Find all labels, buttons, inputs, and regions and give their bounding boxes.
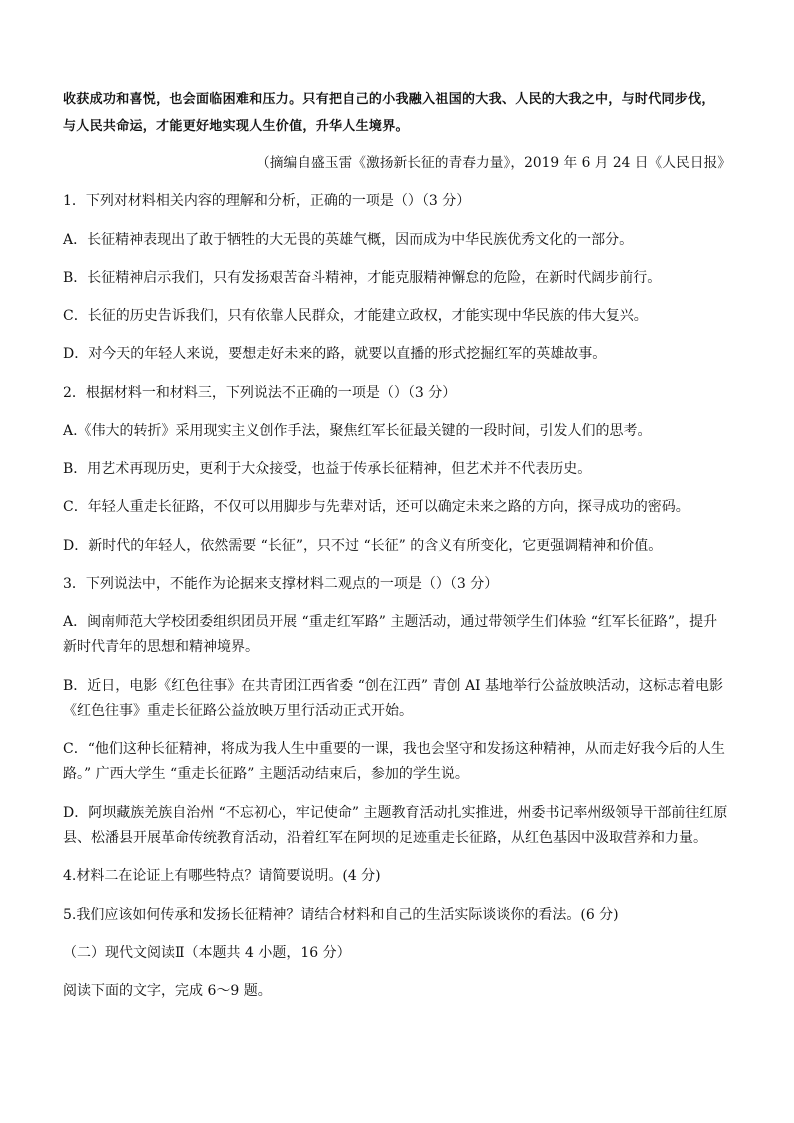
question-3-option-b-line-1: B．近日，电影《红色往事》在共青团江西省委 “创在江西” 青创 AI 基地举行公益放映活动，这标志着电影 — [63, 678, 724, 694]
question-3-option-c-line-2: 路。” 广西大学生 “重走长征路” 主题活动结束后，参加的学生说。 — [63, 766, 469, 782]
question-3-stem: 3．下列说法中，不能作为论据来支撑材料二观点的一项是（）（3 分） — [63, 576, 499, 592]
question-3-option-c-line-1: C．“他们这种长征精神，将成为我人生中重要的一课，我也会坚守和发扬这种精神，从而走好我今后的人生 — [63, 741, 725, 757]
question-4: 4.材料二在论证上有哪些特点？请简要说明。(4 分) — [63, 868, 381, 884]
question-3-option-d-line-1: D．阿坝藏族羌族自治州 “不忘初心，牢记使命” 主题教育活动扎实推进，州委书记率州级领导干部前往红原 — [63, 805, 728, 821]
question-1-option-d: D．对今天的年轻人来说，要想走好未来的路，就要以直播的形式挖掘红军的英雄故事。 — [63, 346, 607, 362]
question-3-option-a-line-2: 新时代青年的思想和精神境界。 — [63, 639, 259, 655]
question-3-option-b-line-2: 《红色往事》重走长征路公益放映万里行活动正式开始。 — [63, 703, 413, 719]
intro-line-2: 与人民共命运，才能更好地实现人生价值，升华人生境界。 — [63, 119, 409, 134]
section-2-title: （二）现代文阅读Ⅱ（本题共 4 小题，16 分） — [63, 945, 351, 961]
question-1-option-c: C．长征的历史告诉我们，只有依靠人民群众，才能建立政权，才能实现中华民族的伟大复兴。 — [63, 308, 648, 324]
question-2-option-c: C．年轻人重走长征路，不仅可以用脚步与先辈对话，还可以确定未来之路的方向，探寻成功的密码。 — [63, 499, 690, 515]
question-5: 5.我们应该如何传承和发扬长征精神？请结合材料和自己的生活实际谈谈你的看法。(6 分) — [63, 907, 619, 923]
question-1-option-a: A．长征精神表现出了敢于牺牲的大无畏的英雄气概，因而成为中华民族优秀文化的一部分。 — [63, 232, 634, 248]
question-3-option-d-line-2: 县、松潘县开展革命传统教育活动，沿着红军在阿坝的足迹重走长征路，从红色基因中汲取营养和力量。 — [63, 830, 707, 846]
question-2-option-b: B．用艺术再现历史，更利于大众接受，也益于传承长征精神，但艺术并不代表历史。 — [63, 461, 592, 477]
question-2-option-d: D．新时代的年轻人，依然需要 “长征”，只不过 “长征” 的含义有所变化，它更强调精神和价值。 — [63, 538, 663, 554]
source-citation: （摘编自盛玉雷《激扬新长征的青春力量》，2019 年 6 月 24 日《人民日报》 — [256, 155, 731, 171]
question-1-stem: 1．下列对材料相关内容的理解和分析，正确的一项是（）（3 分） — [63, 193, 471, 209]
intro-line-1: 收获成功和喜悦，也会面临困难和压力。只有把自己的小我融入祖国的大我、人民的大我之中，与时代同步伐， — [63, 92, 715, 107]
question-2-option-a: A.《伟大的转折》采用现实主义创作手法，聚焦红军长征最关键的一段时间，引发人们的思考。 — [63, 423, 652, 439]
question-1-option-b: B．长征精神启示我们，只有发扬艰苦奋斗精神，才能克服精神懈怠的危险，在新时代阔步前行。 — [63, 270, 662, 286]
section-2-instruction: 阅读下面的文字，完成 6～9 题。 — [63, 983, 272, 999]
question-3-option-a-line-1: A．闽南师范大学校团委组织团员开展 “重走红军路” 主题活动，通过带领学生们体验 “红军长征路”，提升 — [63, 614, 718, 630]
question-2-stem: 2．根据材料一和材料三，下列说法不正确的一项是（）（3 分） — [63, 385, 457, 401]
